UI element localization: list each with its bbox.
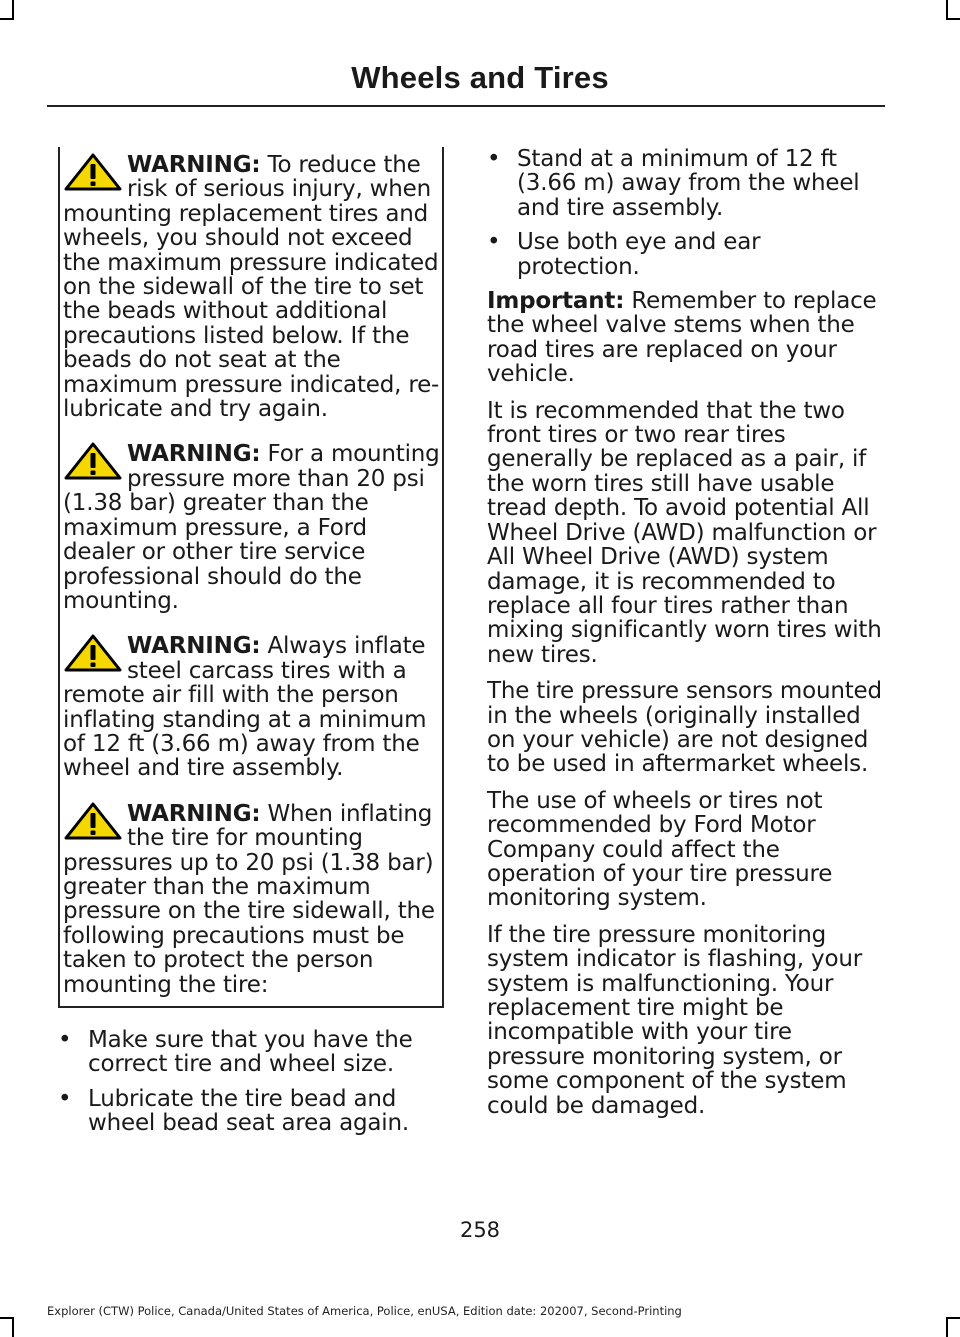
important-text: Remember to replace the wheel valve stems when the road tires are replaced on your vehicle.: [487, 288, 877, 388]
warning-label: WARNING:: [127, 800, 261, 827]
warning-block: [63, 153, 442, 421]
crop-mark: [12, 0, 14, 20]
bullet-marker: •: [58, 1027, 72, 1053]
bullet-marker: •: [487, 146, 501, 172]
warning-block: [63, 442, 442, 613]
crop-mark: [0, 1317, 14, 1319]
footer-text: Explorer (CTW) Police, Canada/United States of America, Police, enUSA, Edition date: 202007, Second-Printing: [47, 1304, 682, 1318]
warning-triangle-icon: [63, 442, 125, 480]
warning-label: WARNING:: [127, 441, 261, 468]
important-label: Important:: [487, 288, 625, 315]
warning-text: For a mounting pressure more than 20 psi (1.38 bar) greater than the maximum pressure, a Ford dealer or other tire service professional should do the mounting.: [63, 441, 440, 614]
body-paragraph: The use of wheels or tires not recommended by Ford Motor Company could affect the operation of your tire pressure monitoring system.: [487, 787, 833, 912]
list-item: [487, 147, 882, 220]
important-note: [487, 289, 882, 387]
warning-triangle-icon: [63, 153, 125, 191]
right-column: [487, 147, 882, 1130]
warning-box: [58, 147, 444, 1008]
body-paragraph: The tire pressure sensors mounted in the wheels (originally installed on your vehicle) are not designed to be used in aftermarket wheels.: [487, 678, 882, 778]
warning-label: WARNING:: [127, 633, 261, 660]
left-column: [58, 147, 444, 1146]
body-paragraph: If the tire pressure monitoring system indicator is flashing, your system is malfunctioning. Your replacement tire might be incompatible with your tire pressure monitoring system, or some component of the system could be damaged.: [487, 921, 862, 1119]
crop-mark: [946, 1317, 960, 1319]
bullet-marker: •: [487, 229, 501, 256]
warning-block: [63, 802, 442, 997]
bullet-list: [487, 147, 882, 279]
crop-mark: [946, 18, 960, 20]
warning-block: [63, 634, 442, 780]
warning-triangle-icon: [63, 634, 125, 672]
crop-mark: [0, 18, 14, 20]
list-item-text: Stand at a minimum of 12 ft (3.66 m) away from the wheel and tire assembly.: [517, 146, 860, 221]
page-number: 258: [459, 1218, 501, 1242]
bullet-list: [58, 1028, 444, 1136]
list-item: [487, 230, 882, 279]
page-title: Wheels and Tires: [351, 60, 609, 95]
warning-triangle-icon: [63, 802, 125, 840]
warning-label: WARNING:: [127, 152, 261, 178]
crop-mark: [12, 1317, 14, 1337]
list-item: [58, 1087, 444, 1136]
header-divider: [47, 105, 885, 107]
bullet-marker: •: [58, 1085, 72, 1112]
crop-mark: [946, 0, 948, 20]
list-item-text: Use both eye and ear protection.: [517, 229, 761, 280]
warning-text: To reduce the risk of serious injury, when mounting replacement tires and wheels, you should not exceed the maximum pressure indicated on the sidewall of the tire to set the beads without additional precautions listed below. If the beads do not seat at the maximum pressure indicated, re-lubricate and try again.: [63, 152, 440, 423]
list-item-text: Make sure that you have the correct tire and wheel size.: [88, 1027, 413, 1078]
list-item: [58, 1028, 444, 1077]
warning-text: When inflating the tire for mounting pressures up to 20 psi (1.38 bar) greater than the maximum pressure on the tire sidewall, the following precautions must be taken to protect the person mounting the tire:: [63, 800, 435, 998]
list-item-text: Lubricate the tire bead and wheel bead seat area again.: [88, 1085, 409, 1137]
crop-mark: [946, 1317, 948, 1337]
body-paragraph: It is recommended that the two front tires or two rear tires generally be replaced as a pair, if the worn tires still have usable tread depth. To avoid potential All Wheel Drive (AWD) malfunction or All Wheel Drive (AWD) system damage, it is recommended to replace all four tires rather than mixing significantly worn tires with new tires.: [487, 397, 882, 668]
warning-text: Always inflate steel carcass tires with a remote air fill with the person inflating standing at a minimum of 12 ft (3.66 m) away from the wheel and tire assembly.: [63, 633, 427, 782]
